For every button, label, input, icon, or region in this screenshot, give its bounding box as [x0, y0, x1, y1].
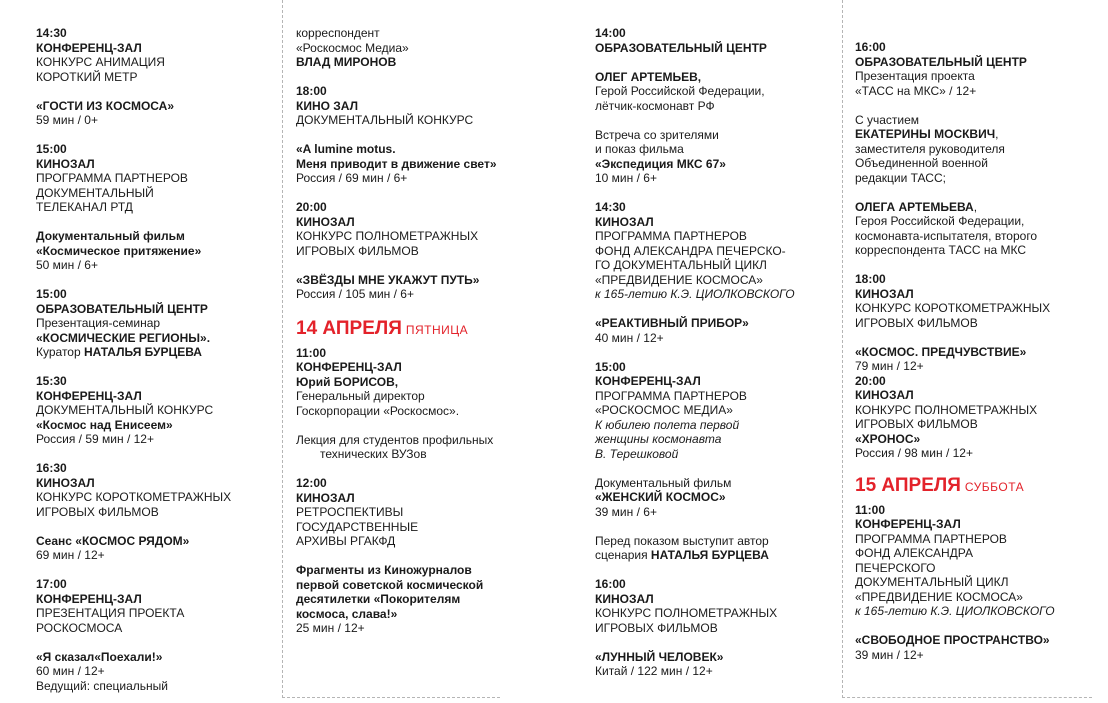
- event-1430-conference: [36, 26, 266, 128]
- event-1500-education: [36, 287, 266, 360]
- participant-sep: ,: [995, 127, 999, 141]
- event-time: 12:00: [296, 476, 327, 490]
- event-1800-kinozal-short: [855, 272, 1085, 374]
- event-program: «РОСКОСМОС МЕДИА»: [595, 403, 733, 417]
- date-heading-14-april: [296, 318, 526, 340]
- event-venue: КИНОЗАЛ: [855, 286, 914, 301]
- event-time: 16:00: [855, 40, 886, 54]
- event-title: «Космическое притяжение»: [36, 243, 202, 258]
- participant: [855, 127, 1085, 142]
- event-program: ГО ДОКУМЕНТАЛЬНЫЙ ЦИКЛ: [595, 258, 767, 272]
- event-program: «ТАСС на МКС» / 12+: [855, 83, 977, 98]
- speaker-role: Герой Российской Федерации,: [595, 84, 765, 98]
- event-description: Лекция для студентов профильных: [296, 432, 494, 447]
- event-meta: 40 мин / 12+: [595, 330, 664, 345]
- event-meta: 10 мин / 6+: [595, 171, 657, 185]
- event-program: КОНКУРС ПОЛНОМЕТРАЖНЫХ: [595, 606, 778, 620]
- event-time: 20:00: [855, 373, 886, 388]
- event-program: ДОКУМЕНТАЛЬНЫЙ: [36, 185, 154, 200]
- event-meta: 25 мин / 12+: [296, 621, 365, 635]
- host-continued: «Роскосмос Медиа»: [296, 40, 409, 55]
- event-program: КОРОТКИЙ МЕТР: [36, 69, 138, 84]
- speaker-role: Госкорпорации «Роскосмос».: [296, 403, 460, 418]
- event-program: ФОНД АЛЕКСАНДРА ПЕЧЕРСКО-: [595, 243, 786, 258]
- event-program: КОНКУРС ПОЛНОМЕТРАЖНЫХ: [296, 229, 479, 243]
- event-title: «Космос над Енисеем»: [36, 417, 173, 432]
- event-dedication: женщины космонавта: [595, 432, 722, 446]
- event-venue: КИНОЗАЛ: [36, 475, 95, 490]
- event-program: ПРОГРАММА ПАРТНЕРОВ: [855, 531, 1007, 546]
- date-day: 14 АПРЕЛЯ: [296, 317, 402, 339]
- event-program: ИГРОВЫХ ФИЛЬМОВ: [36, 504, 159, 519]
- event-program: «ПРЕДВИДЕНИЕ КОСМОСА»: [855, 589, 1023, 604]
- schedule-column-2: [296, 26, 526, 636]
- event-title: «СВОБОДНОЕ ПРОСТРАНСТВО»: [855, 633, 1050, 647]
- event-time: 15:00: [36, 142, 67, 156]
- event-anniversary-note: к 165-летию К.Э. ЦИОЛКОВСКОГО: [595, 287, 795, 301]
- event-program: ГОСУДАРСТВЕННЫЕ: [296, 519, 419, 534]
- event-time: 20:00: [296, 200, 327, 214]
- event-1500-conference: [595, 360, 825, 563]
- participant-role: космонавта-испытателя, второго: [855, 228, 1038, 243]
- speaker-name: Юрий БОРИСОВ,: [296, 374, 399, 389]
- event-time: 18:00: [855, 272, 886, 286]
- date-weekday: ПЯТНИЦА: [405, 322, 469, 337]
- event-program: ИГРОВЫХ ФИЛЬМОВ: [296, 243, 419, 258]
- event-meta: 39 мин / 6+: [595, 504, 657, 519]
- event-time: 14:30: [595, 200, 626, 214]
- event-venue: КОНФЕРЕНЦ-ЗАЛ: [36, 388, 142, 403]
- participant-name: ОЛЕГА АРТЕМЬЕВА: [855, 199, 974, 214]
- participant-role: редакции ТАСС;: [855, 170, 946, 185]
- event-1700-conference: [36, 577, 266, 693]
- event-venue: ОБРАЗОВАТЕЛЬНЫЙ ЦЕНТР: [36, 301, 208, 316]
- event-program: ИГРОВЫХ ФИЛЬМОВ: [855, 417, 978, 431]
- speaker-role: лётчик-космонавт РФ: [595, 98, 715, 113]
- event-title: «ХРОНОС»: [855, 431, 921, 446]
- event-time: 14:00: [595, 26, 626, 40]
- event-time: 14:30: [36, 26, 67, 40]
- curator-name: НАТАЛЬЯ БУРЦЕВА: [83, 345, 202, 359]
- event-venue: КОНФЕРЕНЦ-ЗАЛ: [595, 374, 701, 388]
- event-title: «ГОСТИ ИЗ КОСМОСА»: [36, 98, 174, 113]
- event-meta: Россия / 59 мин / 12+: [36, 432, 154, 446]
- event-meta: Китай / 122 мин / 12+: [595, 664, 713, 678]
- event-title: Сеанс «КОСМОС РЯДОМ»: [36, 533, 190, 548]
- event-note-text: сценария: [595, 548, 651, 562]
- event-venue: ОБРАЗОВАТЕЛЬНЫЙ ЦЕНТР: [595, 40, 767, 55]
- event-title: «ЖЕНСКИЙ КОСМОС»: [595, 490, 726, 504]
- date-weekday: СУББОТА: [964, 479, 1025, 494]
- schedule-column-3: [595, 26, 825, 679]
- event-1600-kinozal: [595, 577, 825, 679]
- event-program: КОНКУРС АНИМАЦИЯ: [36, 55, 165, 69]
- event-time: 17:00: [36, 577, 67, 591]
- event-meta: Россия / 98 мин / 12+: [855, 446, 973, 460]
- event-meta: 60 мин / 12+: [36, 664, 105, 678]
- event-1400-education: [595, 26, 825, 186]
- event-1800-kinozal: [296, 84, 526, 186]
- event-note: Перед показом выступит автор: [595, 533, 769, 548]
- author-name: НАТАЛЬЯ БУРЦЕВА: [650, 548, 769, 562]
- event-title: «Я сказал«Поехали!»: [36, 649, 163, 664]
- event-dedication: К юбилею полета первой: [595, 417, 740, 432]
- event-title: «ЛУННЫЙ ЧЕЛОВЕК»: [595, 649, 724, 664]
- event-2000-kinozal: [855, 374, 1085, 461]
- event-1600-education: [855, 40, 1085, 258]
- event-meta: Россия / 105 мин / 6+: [296, 287, 414, 301]
- event-venue: КИНОЗАЛ: [855, 388, 914, 402]
- event-program: РОСКОСМОСА: [36, 620, 123, 635]
- event-time: 15:00: [36, 287, 67, 301]
- participant-role: заместителя руководителя: [855, 141, 1005, 156]
- event-meta: 50 мин / 6+: [36, 258, 98, 272]
- event-venue: КИНОЗАЛ: [36, 156, 95, 171]
- event-description: Документальный фильм: [595, 475, 732, 490]
- event-program: КОНКУРС ПОЛНОМЕТРАЖНЫХ: [855, 402, 1038, 417]
- event-program: Презентация-семинар: [36, 316, 161, 330]
- date-day: 15 АПРЕЛЯ: [855, 474, 961, 496]
- event-program: ДОКУМЕНТАЛЬНЫЙ КОНКУРС: [296, 113, 474, 127]
- participant-role: корреспондента ТАСС на МКС: [855, 243, 1027, 257]
- event-title: «КОСМОС. ПРЕДЧУВСТВИЕ»: [855, 344, 1027, 359]
- event-description: Встреча со зрителями: [595, 127, 719, 142]
- event-venue: КИНО ЗАЛ: [296, 98, 359, 113]
- event-program: РЕТРОСПЕКТИВЫ: [296, 505, 404, 519]
- speaker-name: ОЛЕГ АРТЕМЬЕВ,: [595, 69, 702, 84]
- event-program: Презентация проекта: [855, 69, 975, 83]
- event-title: «РЕАКТИВНЫЙ ПРИБОР»: [595, 316, 749, 330]
- event-meta: Россия / 69 мин / 6+: [296, 171, 408, 185]
- event-title: «Экспедиция МКС 67»: [595, 156, 726, 171]
- event-title: «КОСМИЧЕСКИЕ РЕГИОНЫ».: [36, 330, 211, 345]
- event-1630-kinozal: [36, 461, 266, 563]
- host-name: ВЛАД МИРОНОВ: [296, 55, 397, 69]
- date-heading-15-april: [855, 475, 1085, 497]
- event-anniversary-note: к 165-летию К.Э. ЦИОЛКОВСКОГО: [855, 604, 1055, 618]
- event-1500-kinozal: [36, 142, 266, 273]
- event-1430-kinozal: [595, 200, 825, 345]
- event-title: «A lumine motus.: [296, 142, 396, 156]
- event-program: «ПРЕДВИДЕНИЕ КОСМОСА»: [595, 272, 763, 287]
- event-venue: КОНФЕРЕНЦ-ЗАЛ: [36, 40, 142, 55]
- event-meta: 69 мин / 12+: [36, 548, 105, 562]
- event-program: АРХИВЫ РГАКФД: [296, 534, 396, 548]
- host-continued: корреспондент: [296, 26, 380, 40]
- event-time: 16:30: [36, 461, 67, 475]
- event-program: КОНКУРС КОРОТКОМЕТРАЖНЫХ: [855, 301, 1051, 315]
- event-title: Меня приводит в движение свет»: [296, 156, 497, 171]
- event-host: Ведущий: специальный: [36, 678, 168, 693]
- event-time: 11:00: [855, 502, 886, 517]
- event-1100-conference: [855, 503, 1085, 663]
- event-description: технических ВУЗов: [320, 447, 427, 461]
- column-divider: [842, 0, 843, 698]
- event-title: Фрагменты из Киножурналов: [296, 563, 472, 577]
- event-title: первой советской космической: [296, 577, 484, 592]
- event-meta: 39 мин / 12+: [855, 647, 924, 662]
- participant-role: Героя Российской Федерации,: [855, 214, 1025, 228]
- event-program: ИГРОВЫХ ФИЛЬМОВ: [855, 315, 978, 330]
- event-venue: КОНФЕРЕНЦ-ЗАЛ: [36, 591, 142, 606]
- event-title: космоса, слава!»: [296, 606, 398, 621]
- event-note: [595, 548, 825, 563]
- event-dedication: В. Терешковой: [595, 446, 679, 461]
- event-venue: КИНОЗАЛ: [595, 591, 654, 606]
- participant-role: Объединенной военной: [855, 156, 988, 170]
- event-venue: КИНОЗАЛ: [296, 490, 355, 505]
- event-program: КОНКУРС КОРОТКОМЕТРАЖНЫХ: [36, 490, 232, 504]
- column-divider: [282, 0, 283, 698]
- event-program: ПРОГРАММА ПАРТНЕРОВ: [595, 229, 747, 243]
- event-1200-kinozal: [296, 476, 526, 636]
- event-venue: ОБРАЗОВАТЕЛЬНЫЙ ЦЕНТР: [855, 54, 1027, 69]
- schedule-column-4: [855, 40, 1085, 662]
- event-title: десятилетки «Покорителям: [296, 592, 461, 606]
- event-program: ТЕЛЕКАНАЛ РТД: [36, 200, 133, 214]
- event-meta: 79 мин / 12+: [855, 359, 924, 373]
- event-title: «ЗВЁЗДЫ МНЕ УКАЖУТ ПУТЬ»: [296, 272, 480, 287]
- event-program: ПРЕЗЕНТАЦИЯ ПРОЕКТА: [36, 606, 185, 620]
- event-1100-conference: [296, 346, 526, 462]
- event-venue: КОНФЕРЕНЦ-ЗАЛ: [296, 360, 402, 374]
- event-meta: 59 мин / 0+: [36, 113, 98, 127]
- participant-sep: ,: [973, 199, 978, 214]
- event-time: 18:00: [296, 84, 327, 98]
- event-program: ФОНД АЛЕКСАНДРА: [855, 546, 973, 560]
- event-time: 15:00: [595, 359, 626, 374]
- event-venue: КИНОЗАЛ: [296, 214, 355, 229]
- event-program: ПРОГРАММА ПАРТНЕРОВ: [595, 388, 747, 403]
- event-2000-kinozal: [296, 200, 526, 302]
- event-time: 11:00: [296, 345, 327, 360]
- event-program: ИГРОВЫХ ФИЛЬМОВ: [595, 620, 718, 635]
- curator-label: Куратор: [36, 345, 84, 359]
- bottom-divider: [842, 697, 1092, 698]
- event-description: и показ фильма: [595, 142, 684, 156]
- event-participants-label: С участием: [855, 112, 920, 127]
- event-venue: КИНОЗАЛ: [595, 214, 654, 229]
- event-venue: КОНФЕРЕНЦ-ЗАЛ: [855, 517, 961, 531]
- event-time: 15:30: [36, 374, 67, 388]
- event-program: ПЕЧЕРСКОГО: [855, 560, 936, 575]
- event-program: ПРОГРАММА ПАРТНЕРОВ: [36, 171, 188, 185]
- participant: [855, 200, 1085, 215]
- participant-name: ЕКАТЕРИНЫ МОСКВИЧ: [855, 127, 996, 141]
- event-title: Документальный фильм: [36, 229, 185, 243]
- event-program: ДОКУМЕНТАЛЬНЫЙ КОНКУРС: [36, 403, 214, 417]
- speaker-role: Генеральный директор: [296, 389, 425, 403]
- schedule-column-1: [36, 26, 266, 693]
- event-time: 16:00: [595, 577, 626, 591]
- event-program: ДОКУМЕНТАЛЬНЫЙ ЦИКЛ: [855, 575, 1009, 589]
- bottom-divider: [282, 697, 500, 698]
- event-curator: [36, 345, 266, 360]
- event-1530-conference: [36, 374, 266, 447]
